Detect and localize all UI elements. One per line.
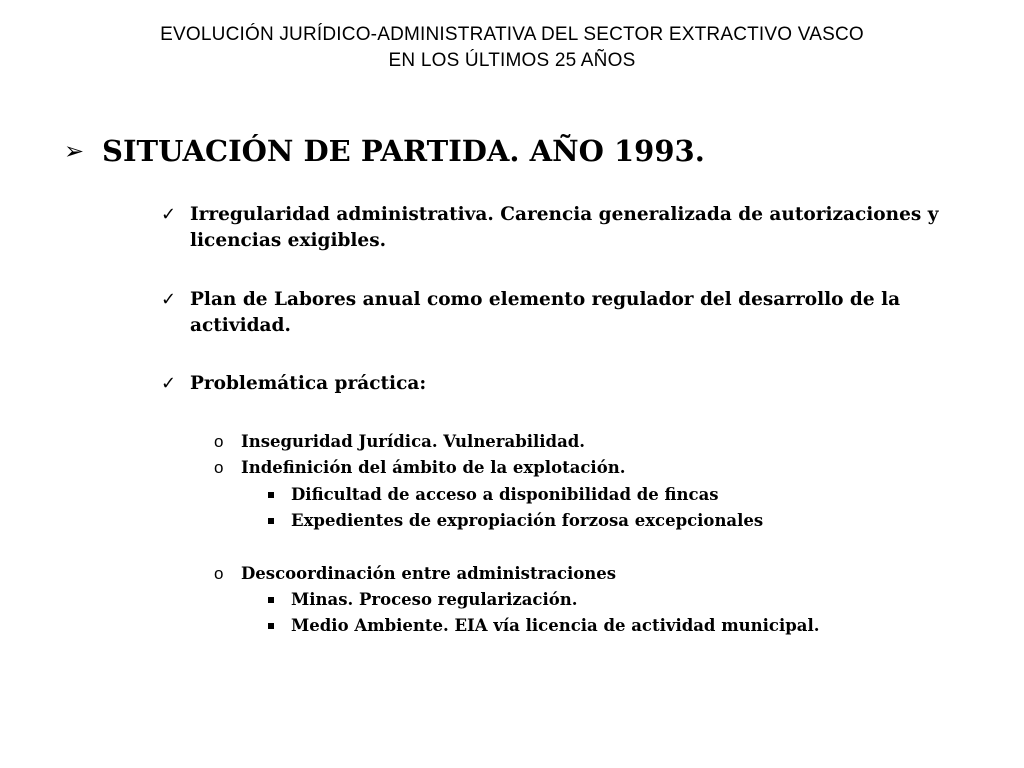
circle-bullet-icon: o <box>214 458 224 477</box>
slide-header <box>0 22 1024 74</box>
sub-list-item-text: Descoordinación entre administraciones <box>241 564 617 583</box>
sub-list-item <box>214 456 625 480</box>
list-item-text: Plan de Labores anual como elemento regulador del desarrollo de la actividad. <box>190 289 901 336</box>
sub-sub-list-item-text: Minas. Proceso regularización. <box>291 590 578 609</box>
header-line-1: EVOLUCIÓN JURÍDICO-ADMINISTRATIVA DEL SECTOR EXTRACTIVO VASCO <box>160 24 864 45</box>
sub-list-item-text: Indefinición del ámbito de la explotación. <box>241 458 626 477</box>
list-item-text: Problemática práctica: <box>190 373 427 394</box>
sub-sub-list-item-text: Expedientes de expropiación forzosa excepcionales <box>291 511 764 530</box>
sub-list-item <box>214 562 616 586</box>
list-item <box>161 202 961 254</box>
sub-sub-list-item-text: Dificultad de acceso a disponibilidad de fincas <box>291 485 719 504</box>
sub-sub-list-item <box>266 509 763 533</box>
sub-sub-list-item <box>266 588 577 612</box>
sub-list-item-text: Inseguridad Jurídica. Vulnerabilidad. <box>241 432 586 451</box>
section-heading-text: SITUACIÓN DE PARTIDA. AÑO 1993. <box>102 134 705 168</box>
square-bullet-icon <box>268 623 274 629</box>
sub-sub-list-item <box>266 483 719 507</box>
arrow-bullet-icon: ➢ <box>64 137 85 165</box>
list-item-text: Irregularidad administrativa. Carencia generalizada de autorizaciones y licencias exigibles. <box>190 204 939 251</box>
check-icon: ✓ <box>161 289 177 310</box>
sub-list-item <box>214 430 585 454</box>
sub-sub-list-item-text: Medio Ambiente. EIA vía licencia de actividad municipal. <box>291 616 820 635</box>
list-item <box>161 287 961 339</box>
header-line-2: EN LOS ÚLTIMOS 25 AÑOS <box>388 50 636 71</box>
square-bullet-icon <box>268 518 274 524</box>
section-heading <box>64 131 705 171</box>
check-icon: ✓ <box>161 204 177 225</box>
circle-bullet-icon: o <box>214 564 224 583</box>
square-bullet-icon <box>268 492 274 498</box>
square-bullet-icon <box>268 597 274 603</box>
sub-sub-list-item <box>266 614 820 638</box>
list-item <box>161 371 961 397</box>
check-icon: ✓ <box>161 373 177 394</box>
circle-bullet-icon: o <box>214 432 224 451</box>
